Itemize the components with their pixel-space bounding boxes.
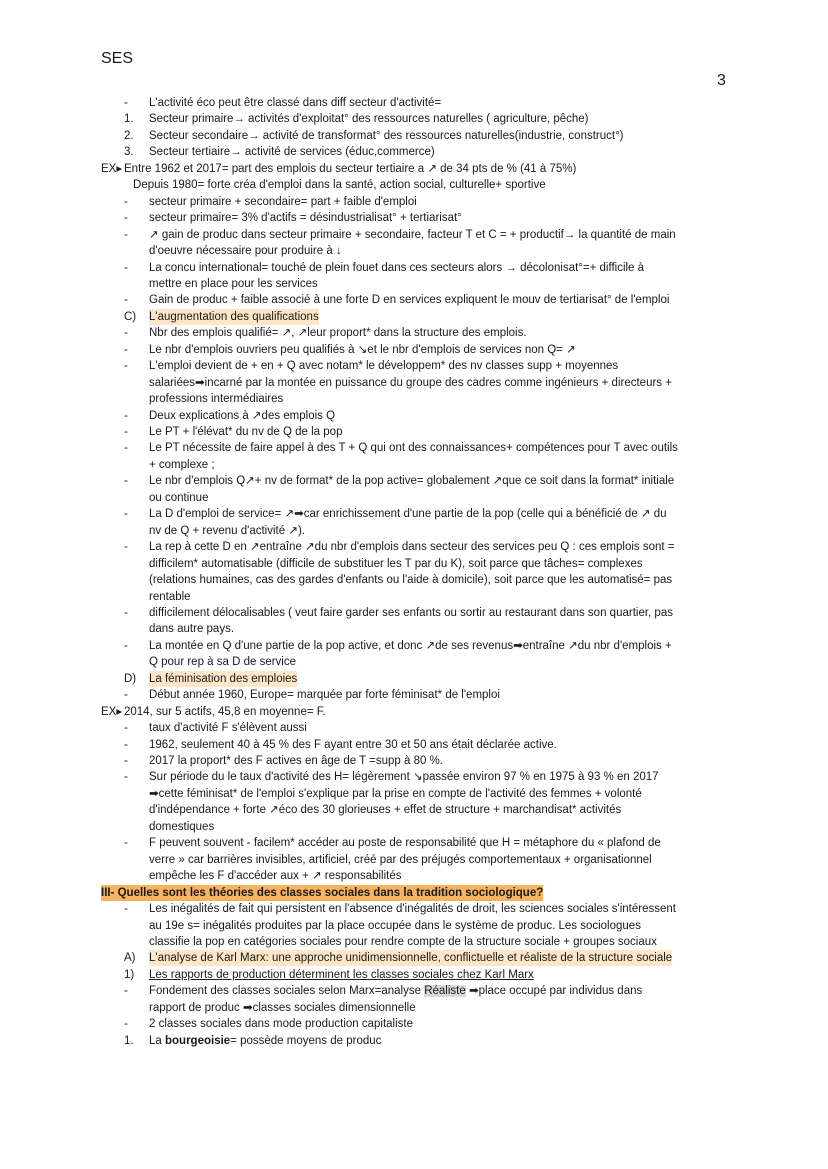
- line-marker: 1.: [124, 1034, 134, 1047]
- line-marker: EX▸: [101, 705, 123, 718]
- line-marker: -: [124, 508, 128, 521]
- line-marker: -: [124, 261, 128, 274]
- text-line: Le nbr d'emplois ouvriers peu qualifiés à ↘et le nbr d'emplois de services non Q= ↗: [149, 343, 576, 356]
- line-marker: -: [124, 409, 128, 422]
- line-marker: -: [124, 442, 128, 455]
- bold-bourgeoisie: bourgeoisie: [165, 1034, 231, 1047]
- line-marker: -: [124, 722, 128, 735]
- text-line: + complexe ;: [149, 458, 215, 471]
- line-marker: -: [124, 1018, 128, 1031]
- text-line: 2017 la proport* des F actives en âge de T =supp à 80 %.: [149, 755, 443, 767]
- text-line: Le PT + l'élévat* du nv de Q de la pop: [149, 426, 343, 438]
- text-line: ↗ gain de produc dans secteur primaire + secondaire, facteur T et C = + productif→ la quantité de main: [149, 228, 676, 241]
- line-marker: -: [124, 97, 128, 109]
- text-line: La D d'emploi de service= ↗➡car enrichissement d'une partie de la pop (celle qui a bénéficié de ↗ du: [149, 508, 667, 521]
- text-line: Deux explications à ↗des emplois Q: [149, 409, 336, 422]
- text-line: Nbr des emplois qualifié= ↗, ↗leur proport* dans la structure des emplois.: [149, 327, 527, 340]
- text-line: classifie la pop en catégories sociales pour rendre compte de la structure sociale + groupes sociaux: [149, 935, 657, 948]
- text-line: Début année 1960, Europe= marquée par forte féminisat* de l'emploi: [149, 689, 500, 702]
- text-line: 2014, sur 5 actifs, 45,8 en moyenne= F.: [124, 705, 326, 718]
- line-marker: 2.: [124, 129, 134, 142]
- text-line: ➡cette féminisat* de l'emploi s'explique par la prise en compte de l'activité des femmes + volonté: [149, 787, 642, 800]
- text-line: au 19e s= inégalités produites par la place occupée dans le système de produc. Les sociologues: [149, 919, 641, 932]
- text-line: III- Quelles sont les théories des classes sociales dans la tradition sociologique?: [101, 886, 544, 899]
- text-line: Secteur primaire→ activités d'exploitat° des ressources naturelles ( agriculture, pêche): [149, 113, 589, 126]
- text-line: Le PT nécessite de faire appel à des T + Q qui ont des connaissances+ compétences pour T avec outils: [149, 442, 678, 455]
- text-line: 1962, seulement 40 à 45 % des F ayant entre 30 et 50 ans était déclarée active.: [149, 738, 557, 751]
- text-line: Secteur tertiaire→ activité de services (éduc,commerce): [149, 146, 435, 159]
- text-line: Sur période du le taux d'activité des H= légèrement ↘passée environ 97 % en 1975 à 93 % en 2017: [149, 771, 659, 784]
- line-marker: -: [124, 606, 128, 619]
- page-number: 3: [717, 72, 726, 89]
- line-marker: -: [124, 294, 128, 307]
- text-line: L'emploi devient de + en + Q avec notam* le développem* des nv classes supp + moyennes: [149, 360, 619, 373]
- text-line: La rep à cette D en ↗entraîne ↗du nbr d'emplois dans secteur des services peu Q : ces emplois sont =: [149, 541, 675, 554]
- line-marker: -: [124, 738, 128, 751]
- text-line: L'activité éco peut être classé dans diff secteur d'activité=: [149, 97, 442, 109]
- text-line: mettre en place pour les services: [149, 277, 318, 290]
- text-line: Fondement des classes sociales selon Marx=analyse Réaliste ➡place occupé par individus dans: [149, 985, 643, 998]
- line-marker: -: [124, 837, 128, 850]
- line-marker: -: [124, 327, 128, 340]
- text-line: d'indépendance + forte ↗éco des 30 glorieuses + effet de structure + marchandisat* activités: [149, 804, 622, 817]
- text-line: secteur primaire + secondaire= part + faible d'emploi: [149, 195, 417, 208]
- line-marker: 3.: [124, 146, 134, 159]
- line-marker: -: [124, 985, 128, 998]
- text-line: Q pour rep à sa D de service: [149, 656, 297, 669]
- text-line: Les rapports de production déterminent les classes sociales chez Karl Marx: [149, 968, 534, 981]
- line-marker: -: [124, 689, 128, 702]
- line-marker: C): [124, 310, 137, 323]
- line-marker: -: [124, 195, 128, 208]
- text-line: verre » car barrières invisibles, artificiel, créé par des préjugés comportementaux + organisationnel: [149, 853, 652, 866]
- text-line: taux d'activité F s'élèvent aussi: [149, 722, 307, 735]
- line-marker: -: [124, 903, 128, 916]
- line-marker: 1.: [124, 113, 134, 126]
- line-marker: -: [124, 426, 128, 438]
- text-line: dans autre pays.: [149, 623, 235, 636]
- text-after-realiste: ➡place occupé par individus dans: [465, 985, 643, 998]
- line-marker: -: [124, 541, 128, 554]
- line-marker: -: [124, 228, 128, 241]
- line-marker: -: [124, 343, 128, 356]
- text-line: rapport de produc ➡classes sociales dimensionnelle: [149, 1001, 416, 1014]
- text-line: La bourgeoisie= possède moyens de produc: [149, 1034, 382, 1047]
- text-line: Depuis 1980= forte créa d'emploi dans la santé, action social, culturelle+ sportive: [133, 179, 546, 192]
- line-marker: A): [124, 952, 136, 965]
- line-marker: EX▸: [101, 162, 123, 175]
- line-marker: 1): [124, 968, 135, 981]
- header-title: SES: [101, 50, 134, 67]
- text-line: Les inégalités de fait qui persistent en l'absence d'inégalités de droit, les sciences sociales s'intéressent: [149, 903, 676, 916]
- text-line: Le nbr d'emplois Q↗+ nv de format* de la pop active= globalement ↗que ce soit dans la format* initiale: [149, 475, 675, 488]
- text-line: professions intermédiaires: [149, 393, 284, 406]
- text-line: difficilem* automatisable (difficile de substituer les T par du K), soit parce que tâches= complexes: [149, 557, 643, 570]
- line-marker: -: [124, 771, 128, 784]
- line-marker: D): [124, 672, 137, 685]
- text-line: F peuvent souvent - facilem* accéder au poste de responsabilité que H = métaphore du « plafond de: [149, 837, 661, 850]
- text-line: Entre 1962 et 2017= part des emplois du secteur tertiaire a ↗ de 34 pts de % (41 à 75%): [124, 162, 577, 175]
- line-marker: -: [124, 360, 128, 373]
- text-line: domestiques: [149, 820, 215, 833]
- line-marker: -: [124, 212, 128, 225]
- text-line: La concu international= touché de plein fouet dans ces secteurs alors → décolonisat°=+ difficile à: [149, 261, 645, 274]
- line-marker: -: [124, 639, 128, 652]
- text-line: difficilement délocalisables ( veut faire garder ses enfants ou sortir au restaurant dans son quartier, pas: [149, 606, 673, 619]
- text-line: L'analyse de Karl Marx: une approche unidimensionnelle, conflictuelle et réaliste de la structure sociale: [149, 952, 673, 965]
- line-marker: -: [124, 475, 128, 488]
- text-line: (relations humaines, cas des gardes d'enfants ou l'aide à domicile), soit parce que les automatisé= pas: [149, 574, 673, 587]
- text-line: empêche les F d'accéder aux + ↗ responsabilités: [149, 870, 402, 883]
- text-line: Gain de produc + faible associé à une forte D en services expliquent le mouv de tertiarisat° de l'emploi: [149, 294, 670, 307]
- text-line: d'oeuvre nécessaire pour produire à ↓: [149, 245, 342, 258]
- line-marker: -: [124, 755, 128, 767]
- text-line: ou continue: [149, 491, 209, 504]
- text-line: salariées➡incarné par la montée en puissance du groupe des cadres comme ingénieurs + directeurs +: [149, 376, 672, 389]
- text-line: L'augmentation des qualifications: [149, 310, 319, 323]
- text-line: 2 classes sociales dans mode production capitaliste: [149, 1018, 414, 1031]
- text-line: nv de Q + revenu d'activité ↗).: [149, 524, 305, 537]
- text-line: secteur primaire= 3% d'actifs = désindustrialisat° + tertiarisat°: [149, 212, 462, 225]
- text-line: rentable: [149, 590, 191, 603]
- text-line: La montée en Q d'une partie de la pop active, et donc ↗de ses revenus➡entraîne ↗du nbr d'emplois +: [149, 639, 672, 652]
- highlight-realiste: Réaliste: [424, 985, 466, 998]
- text-after-bourgeoisie: = possède moyens de produc: [230, 1034, 382, 1047]
- text-line: Secteur secondaire→ activité de transformat° des ressources naturelles(industrie, construct°): [149, 129, 624, 142]
- text-line: La féminisation des emploies: [149, 672, 298, 685]
